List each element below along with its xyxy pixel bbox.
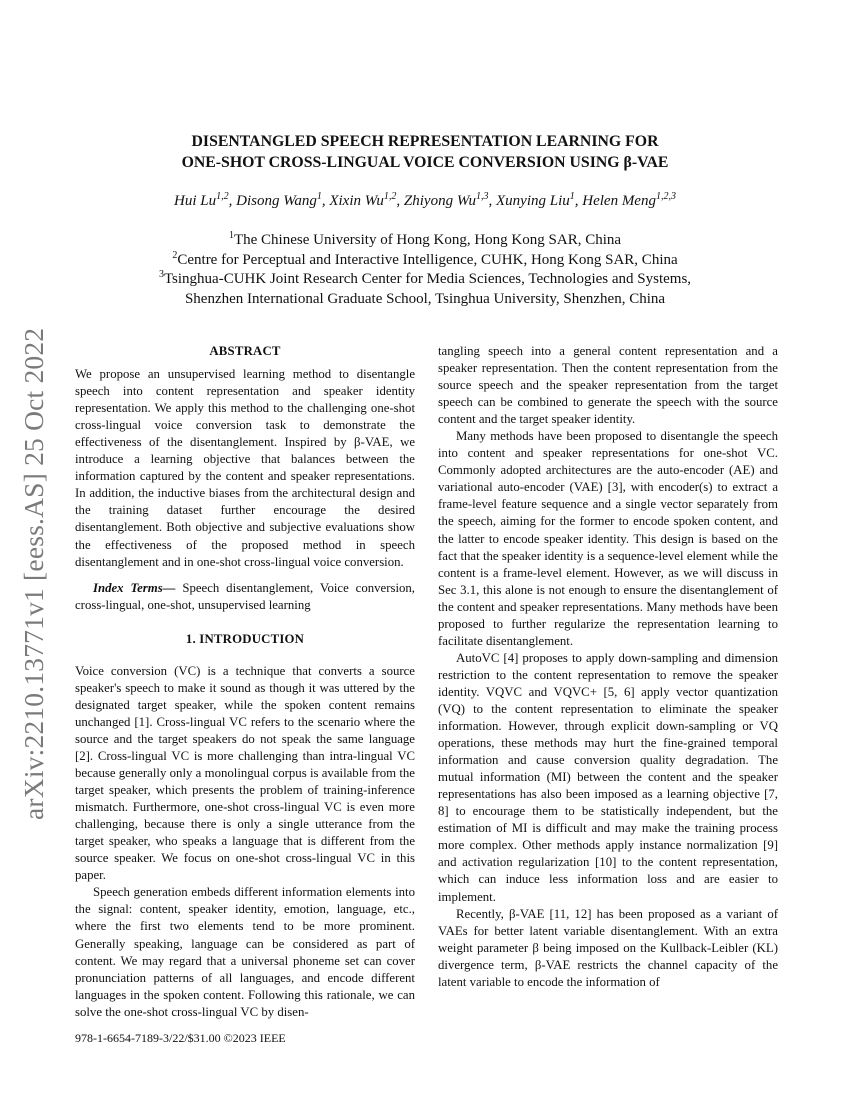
- affiliation-line: Shenzhen International Graduate School, Tsinghua University, Shenzhen, China: [184, 290, 666, 307]
- author-list: Hui Lu$^{1,2}$, Disong Wang$^1$, Xixin Wu$^{1,2}$, Zhiyong Wu$^{1,3}$, Xunying Liu$^1$, Helen Meng$^{1,2,3}$: [174, 191, 676, 209]
- left-column: [75, 343, 415, 1021]
- affiliations: [60, 231, 790, 309]
- intro-paragraph-3: Many methods have been proposed to disentangle the speech into content and speaker representations for one-shot VC. Commonly adopted architectures are the auto-encoder (AE) and variational auto-encoder (VAE) [3], with encoder(s) to extract a frame-level feature sequence and a single vector separately from the speech, aiming for the former to encode spoken content, and the latter to encode speaker identity. This design is based on the fact that the speaker identity is a sequence-level element while the content is a frame-level element. However, as we will discuss in Sec 3.1, this alone is not enough to ensure the disentanglement of the content and speaker representations. Many methods have been proposed to further regularize the representation learning to facilitate disentanglement.: [438, 429, 778, 648]
- affiliation-line: $^2$Centre for Perceptual and Interactive Intelligence, CUHK, Hong Kong SAR, China: [172, 249, 678, 268]
- intro-paragraph-4: AutoVC [4] proposes to apply down-sampling and dimension restriction to the content representation to remove the speaker identity. VQVC and VQVC+ [5, 6] apply vector quantization (VQ) to the content representation to eliminate the speaker information. However, through explicit down-sampling or VQ operations, these methods may hurt the fine-grained temporal information and cause conversion quality degradation. The mutual information (MI) between the content and the speaker representations has also been imposed as a learning objective [7, 8] to encourage them to be statistically independent, but the estimation of MI is difficult and may make the training process more complex. Other methods apply instance normalization [9] and activation regularization [10] to the content representation, which can induce less information loss and are easier to implement.: [438, 650, 778, 904]
- index-terms-text: Speech disentanglement, Voice conversion, cross-lingual, one-shot, unsupervised learning: [75, 580, 416, 612]
- introduction-heading: 1. INTRODUCTION: [185, 631, 305, 646]
- affiliation-line: $^3$Tsinghua-CUHK Joint Research Center for Media Sciences, Technologies and Systems,: [158, 269, 692, 287]
- index-terms-label: Index Terms—: [93, 580, 176, 595]
- author: Hui Lu$^{1,2}$: [174, 191, 229, 209]
- author: Helen Meng$^{1,2,3}$: [582, 191, 676, 209]
- copyright-footer: 978-1-6654-7189-3/22/$31.00 ©2023 IEEE: [75, 1031, 286, 1045]
- author: Disong Wang$^1$: [236, 191, 322, 209]
- abstract-text: We propose an unsupervised learning method to disentangle speech into content representation and speaker identity representation. We apply this method to the challenging one-shot cross-lingual voice conversion task to demonstrate the effectiveness of the disentanglement. Inspired by β-VAE, we introduce a learning objective that balances between the information captured by the content and speaker representations. In addition, the inductive biases from the architectural design and the training dataset further encourage the desired disentanglement. Both objective and subjective evaluations show the effectiveness of the proposed method in speech disentanglement and in one-shot cross-lingual voice conversion.: [75, 367, 415, 569]
- right-column: [438, 343, 778, 991]
- paper-title: [100, 131, 750, 173]
- arxiv-identifier-stamp: arXiv:2210.13771v1 [eess.AS] 25 Oct 2022: [18, 327, 49, 820]
- author: Xunying Liu$^1$: [496, 191, 575, 209]
- author: Zhiyong Wu$^{1,3}$: [403, 191, 489, 209]
- intro-paragraph-5: Recently, β-VAE [11, 12] has been proposed as a variant of VAEs for better latent variable disentanglement. With an extra weight parameter β being imposed on the Kullback-Leibler (KL) divergence term, β-VAE restricts the channel capacity of the latent variable to encode the information of: [438, 906, 778, 989]
- affiliation-line: $^1$The Chinese University of Hong Kong, Hong Kong SAR, China: [228, 230, 622, 248]
- intro-paragraph-2: Speech generation embeds different information elements into the signal: content, speaker identity, emotion, language, etc., where the first two elements tend to be more prominent. Generally speaking, language can be considered as part of content. We may regard that a universal phoneme set can cover pronunciation patterns of all languages, and encode different languages in the spoken content. Following this rationale, we can solve the one-shot cross-lingual VC by disen-: [75, 885, 415, 1019]
- index-terms: [75, 580, 415, 614]
- title-line-1: DISENTANGLED SPEECH REPRESENTATION LEARNING FOR: [191, 133, 659, 150]
- abstract-heading: ABSTRACT: [209, 344, 281, 358]
- title-line-2: ONE-SHOT CROSS-LINGUAL VOICE CONVERSION USING β-VAE: [181, 154, 669, 171]
- author: Xixin Wu$^{1,2}$: [329, 191, 397, 209]
- intro-paragraph-1: Voice conversion (VC) is a technique that converts a source speaker's speech to make it sound as though it was uttered by the designated target speaker, while the spoken content remains unchanged [1]. Cross-lingual VC refers to the scenario where the source and the target speakers do not speak the same language [2]. Cross-lingual VC is more challenging than intra-lingual VC because generally only a monolingual corpus is available from the target speaker, which presents the problem of training-inference mismatch. Furthermore, one-shot cross-lingual VC is even more challenging, because there is only a single utterance from the target speaker, who speaks a language that is different from the source speaker. We focus on one-shot cross-lingual VC in this paper.: [75, 663, 415, 883]
- intro-paragraph-2-continued: tangling speech into a general content representation and a speaker representation. Then the content representation from the source speech and the speaker representation from the target speech can be combined to generate the speech with the source content and the target speaker identity.: [438, 344, 778, 427]
